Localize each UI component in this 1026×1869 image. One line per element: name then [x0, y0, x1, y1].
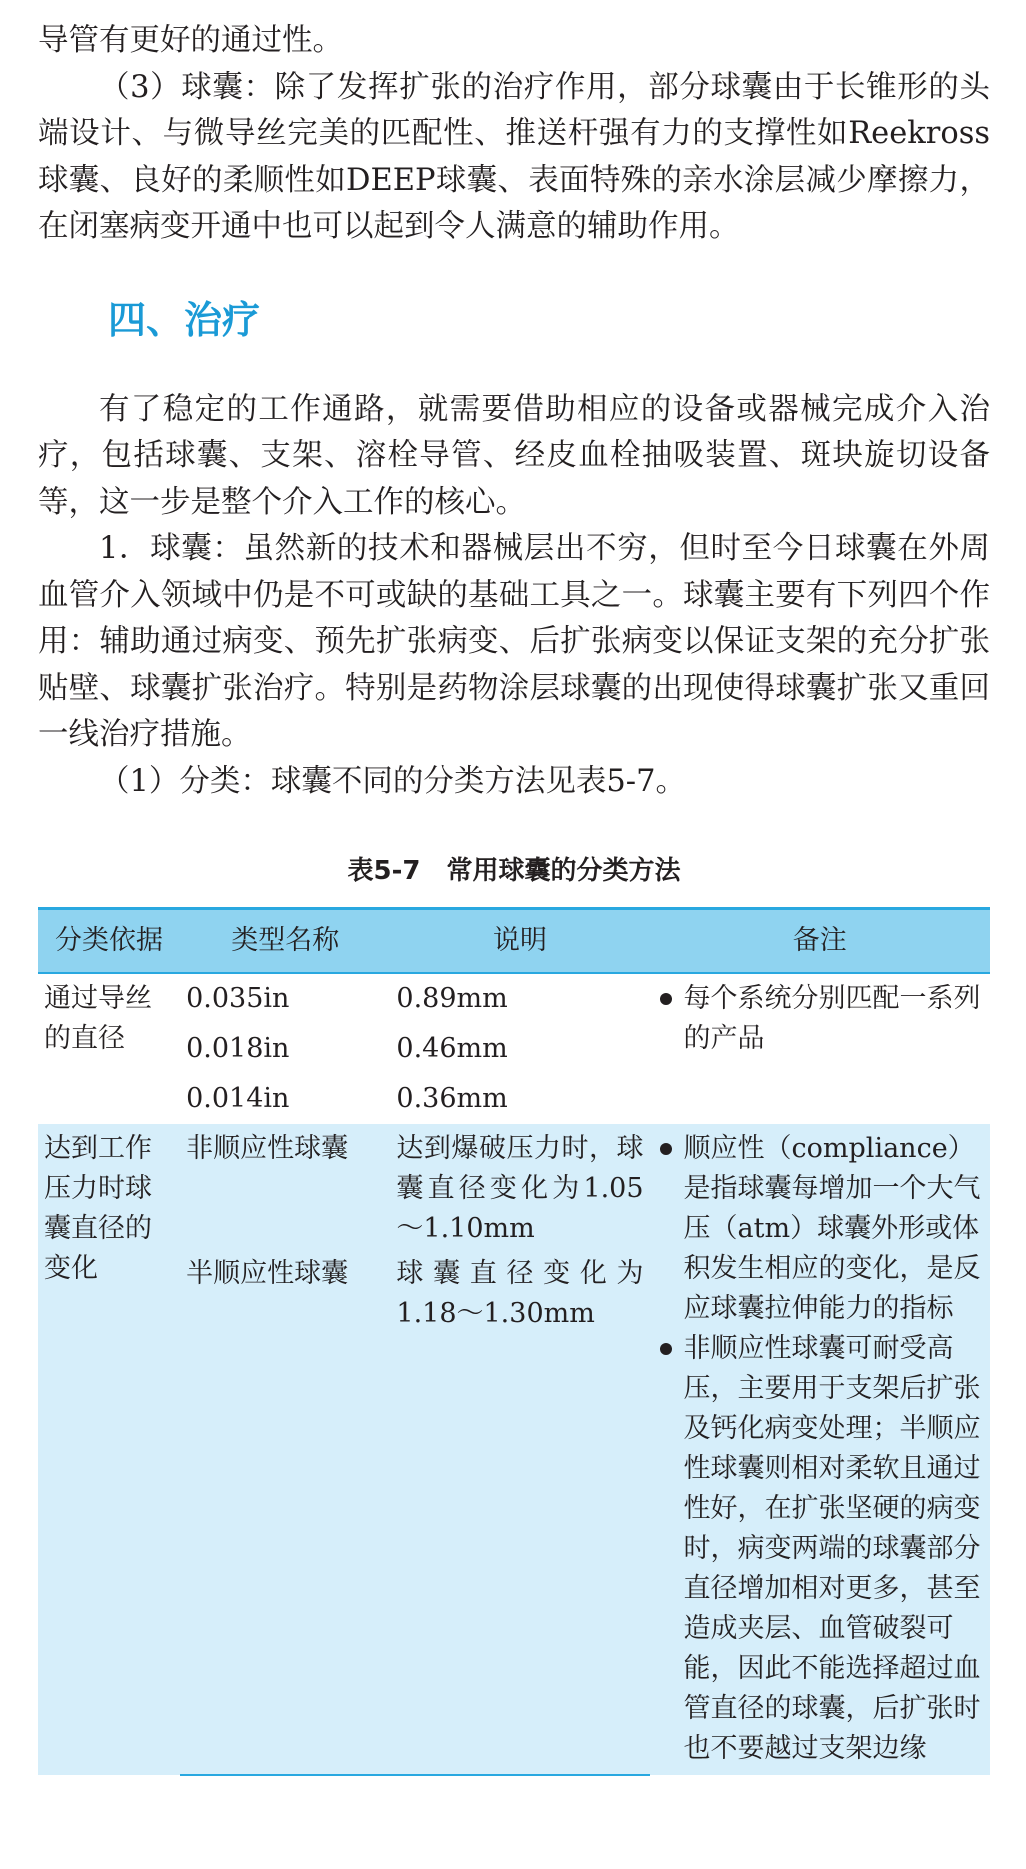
paragraph-treatment-intro: 有了稳定的工作通路，就需要借助相应的设备或器械完成介入治疗，包括球囊、支架、溶栓导管、经皮血栓抽吸装置、斑块旋切设备等，这一步是整个介入工作的核心。	[38, 391, 990, 520]
header-notes: 备注	[650, 909, 990, 974]
table-row	[38, 973, 990, 1024]
cell-description: 0.36mm	[390, 1074, 649, 1124]
paragraph-continuation: 导管有更好的通过性。	[38, 23, 343, 58]
table-row	[38, 1124, 990, 1254]
paragraph-classification: （1）分类：球囊不同的分类方法见表5-7。	[99, 763, 687, 799]
header-description: 说明	[390, 909, 649, 974]
paragraph-balloon-roles: 1．球囊：虽然新的技术和器械层出不穷，但时至今日球囊在外周血管介入领域中仍是不可或缺的基础工具之一。球囊主要有下列四个作用：辅助通过病变、预先扩张病变、后扩张病变以保证支架的充分扩张贴壁、球囊扩张治疗。特别是药物涂层球囊的出现使得球囊扩张又重回一线治疗措施。	[38, 531, 990, 752]
note-bullet	[656, 979, 984, 1059]
section-heading-treatment: 四、治疗	[108, 297, 261, 342]
cell-type: 非顺应性球囊	[180, 1124, 390, 1254]
cell-note-guidewire	[650, 973, 990, 1124]
cell-note-compliance	[650, 1124, 990, 1775]
cell-type: 半顺应性球囊	[180, 1254, 390, 1775]
note-text: 非顺应性球囊可耐受高压，主要用于支架后扩张及钙化病变处理；半顺应性球囊则相对柔软且通过性好，在扩张坚硬的病变时，病变两端的球囊部分直径增加相对更多，甚至造成夹层、血管破裂可能，因此不能选择超过血管直径的球囊，后扩张时也不要越过支架边缘	[683, 1333, 981, 1764]
page-content	[38, 18, 990, 1776]
bullet-icon	[660, 993, 672, 1005]
note-text: 每个系统分别匹配一系列的产品	[683, 983, 981, 1054]
paragraph-balloon-guidewire: （3）球囊：除了发挥扩张的治疗作用，部分球囊由于长锥形的头端设计、与微导丝完美的匹配性、推送杆强有力的支撑性如Reekross球囊、良好的柔顺性如DEEP球囊、表面特殊的亲水涂层减少摩擦力，在闭塞病变开通中也可以起到令人满意的辅助作用。	[38, 69, 990, 244]
balloon-classification-table	[38, 907, 990, 1776]
bullet-icon	[660, 1143, 672, 1155]
table-group-guidewire	[38, 973, 990, 1124]
cell-basis-compliance: 达到工作压力时球囊直径的变化	[38, 1124, 180, 1775]
cell-description: 0.46mm	[390, 1024, 649, 1074]
header-type: 类型名称	[180, 909, 390, 974]
table-header-row	[38, 909, 990, 974]
cell-type: 0.035in	[180, 973, 390, 1024]
note-text: 顺应性（compliance）是指球囊每增加一个大气压（atm）球囊外形或体积发生相应的变化，是反应球囊拉伸能力的指标	[683, 1133, 981, 1324]
cell-type: 0.014in	[180, 1074, 390, 1124]
cell-type: 0.018in	[180, 1024, 390, 1074]
cell-description: 达到爆破压力时，球囊直径变化为1.05～1.10mm	[390, 1124, 649, 1254]
table-group-compliance	[38, 1124, 990, 1775]
cell-description: 球囊直径变化为1.18～1.30mm	[390, 1254, 649, 1775]
cell-basis-guidewire: 通过导丝的直径	[38, 973, 180, 1124]
cell-description: 0.89mm	[390, 973, 649, 1024]
header-basis: 分类依据	[38, 909, 180, 974]
table-caption: 表5-7 常用球囊的分类方法	[347, 856, 681, 886]
bullet-icon	[660, 1343, 672, 1355]
note-bullet	[656, 1329, 984, 1769]
note-bullet	[656, 1129, 984, 1329]
